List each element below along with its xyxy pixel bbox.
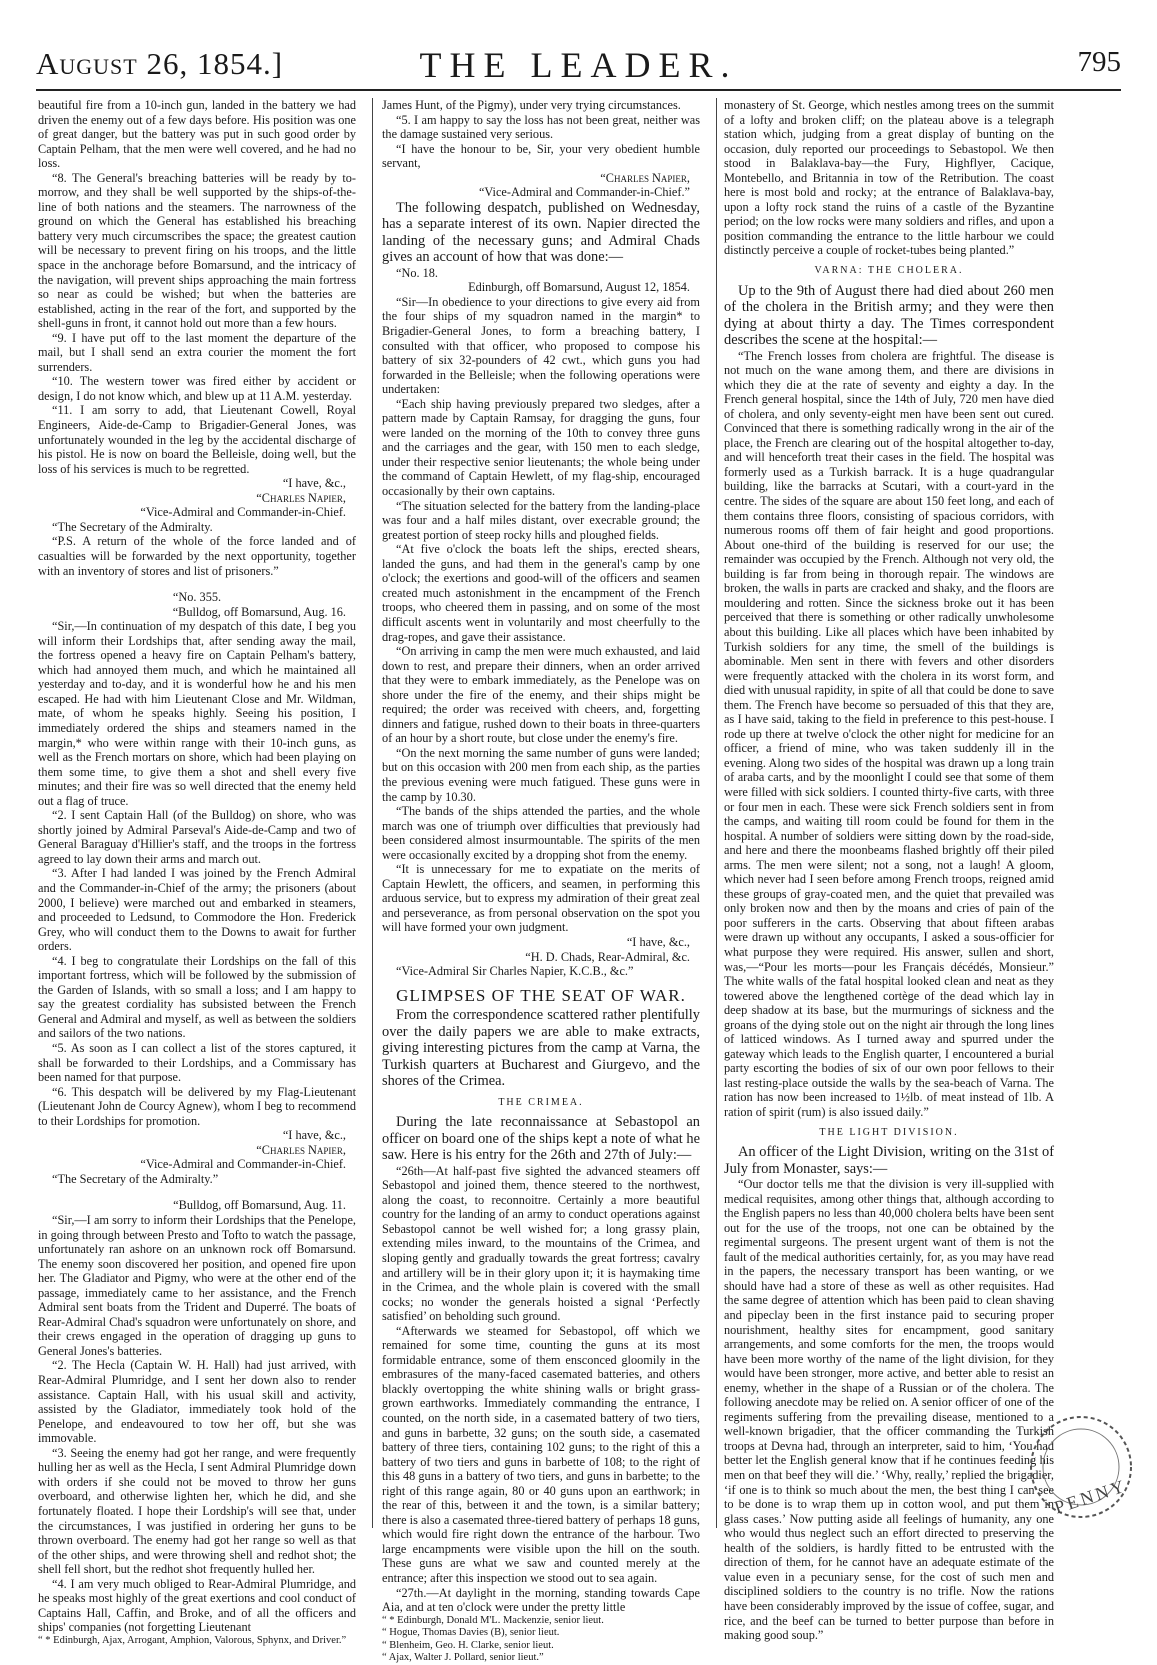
penny-stamp-mark xyxy=(1022,1408,1140,1526)
signature-name: “H. D. Chads, Rear-Admiral, &c. xyxy=(525,949,690,964)
lead-paragraph: During the late reconnaissance at Sebastopol an officer on board one of the ships kept a note of what he saw. Here is his entry for the 26th and 27th of July:— xyxy=(382,1114,700,1164)
paragraph: “2. I sent Captain Hall (of the Bulldog) on shore, who was shortly joined by Admiral Parseval's Aide-de-Camp and two of General Baraguay d'Hillier's staff, and the troops in the fortress agreed to lay down their arms and march out. xyxy=(38,808,356,866)
paragraph: “At five o'clock the boats left the ships, erected shears, landed the guns, and had them in the general's camp by one o'clock; the exertions and good-will of the officers and seamen created much astonishment in the encampment of the French troops, who cheered them in passing, and on some of the most difficult ascents went in voluntarily and most cheerfully to the drag-ropes, and gave their assistance. xyxy=(382,542,700,644)
signature-line: “I have, &c., xyxy=(282,1128,346,1143)
subsection-heading: VARNA: THE CHOLERA. xyxy=(814,265,964,277)
postscript: “P.S. A return of the whole of the force landed and of casualties will be forwarded by the next opportunity, together with an inventory of stores and list of prisoners.” xyxy=(38,534,356,578)
section-heading: GLIMPSES OF THE SEAT OF WAR. xyxy=(396,985,686,1005)
paragraph: “26th—At half-past five sighted the advanced steamers off Sebastopol and joined them, thence steered to the northwest, along the coast, to reconnoitre. Certainly a more beautiful country for the landing of an army to conduct operations against Sebastopol cannot be well wished for; a long grassy plain, extending miles inward, to the mountains of the Crimea, and sloping gently and gradually towards the great fortress; cavalry and artillery will be in their glory upon it; it is haymaking time in the Crimea, and the whole plain is covered with the small cocks; no wonder the generals hoisted a signal ‘Perfectly satisfied’ on beholding such ground. xyxy=(382,1163,700,1324)
paragraph: “27th.—At daylight in the morning, standing towards Cape Aia, and at ten o'clock were under the pretty little xyxy=(382,1585,700,1615)
paragraph: “10. The western tower was fired either by accident or design, I do not know which, and blew up at 11 A.M. yesterday. xyxy=(38,374,356,403)
column-1 xyxy=(38,98,356,1647)
lead-paragraph: From the correspondence scattered rather plentifully over the daily papers we are able to make extracts, giving interesting pictures from the camp at Varna, the Turkish quarters at Bucharest and Giurgevo, and the shores of the Crimea. xyxy=(382,1007,700,1090)
paragraph: “3. After I had landed I was joined by the French Admiral and the Commander-in-Chief of the army; the prisoners (about 2000, I believe) were marched out and embarked in steamers, and proceeded to Ledsund, to Commodore the Hon. Frederick Grey, who will conduct them to the Downs to await for further orders. xyxy=(38,866,356,954)
paragraph: “Afterwards we steamed for Sebastopol, off which we remained for some time, counting the guns at its most formidable entrance, some of them ensconced gloomily in the embrasures of the many-faced casemated batteries, and others blackly overtopping the white shining walls or bright grass-grown earthworks. Immediately commanding the entrance, I counted, on the north side, in a casemated battery of two tiers, and guns in barbette, 32 guns; on the south side, a casemated battery of three tiers, containing 102 guns; to the right of this a battery of two tiers and guns in barbette of 108; to the right of this 48 guns in a battery of two tiers, and guns in barbette; to the right of this range again, 80 or 40 guns upon an earthwork; in the rear of this, between it and the town, is a similar battery; there is also a casemated three-tiered battery of perhaps 18 guns, which would fire right down the entrance of the harbour. Two large encampments were visible upon the hill on the south. These guns are what we saw and counted merely at the entrance; after this inspection we stood out to sea again. xyxy=(382,1323,700,1586)
lead-paragraph: Up to the 9th of August there had died about 260 men of the cholera in the British army; and they were then dying at about thirty a day. The Times correspondent describes the scene at the hospital:— xyxy=(724,282,1054,349)
paragraph: “I have the honour to be, Sir, your very obedient humble servant, xyxy=(382,141,700,171)
signature-line: “I have, &c., xyxy=(282,476,346,491)
paragraph: James Hunt, of the Pigmy), under very trying circumstances. xyxy=(382,98,681,112)
footnote: “ * Edinburgh, Donald M'L. Mackenzie, senior lieut. xyxy=(382,1614,604,1626)
signature-title: “Vice-Admiral and Commander-in-Chief. xyxy=(140,505,346,520)
paragraph: “Our doctor tells me that the division is very ill-supplied with medical requisites, among other things that, although according to the English papers no less than 40,000 cholera belts have been sent out for the use of the troops, not one can be obtained by the regimental surgeons. The present urgent want of them is not the fault of the medical authorities certainly, for, as you may have read in the papers, the necessary transport has been wanting, or we should have had a store of these as well as other requisites. Had the same degree of attention which has been paid to clean shaving and pipeclay been in the first instance paid to securing proper nourishment, healthy sites for encampment, good sanitary arrangements, and some comforts for the men, the troops would have been more worthy of the name of the light division, for they would have been stronger, more active, and better able to resist an enemy, whether in the shape of a Russian or of the cholera. The following anecdote may be relied on. A senior officer of one of the regiments suffering from the prevailing disease, mentioned to a well-known brigadier, that the officer commanding the Turkish troops at Devna had, through an interpreter, said to him, ‘You had better let the English general know that if he continues feeding his men on that beef they will die.’ ‘Why, really,’ replied the brigadier, ‘if one is to think so much about the men, the best thing I can see to be done is to wrap them up in cotton wool, and put them in glass cases.’ Now putting aside all feelings of humanity, any one who would thus neglect such an effort directed to preserving the health of the soldiers, is hardly fitted to be entrusted with the direction of them, for he cannot have an adequate estimate of the value even in a pecuniary sense, for the cost of such men and disciplined soldiers to the country is no trifle. Now the rations have been considerably improved by the issue of coffee, sugar, and rice, and the beef can be turned to better purpose than before in making good soup.” xyxy=(724,1177,1054,1643)
footnote: “ Hogue, Thomas Davies (B), senior lieut. xyxy=(382,1627,560,1639)
paragraph: “The French losses from cholera are frightful. The disease is not much on the wane among them, and there are divisions in which they die at the rate of seventy and eighty a day. In the French general hospital, since the 14th of July, 720 men have died of cholera, and only seventy-eight men have been sent out cured. Convinced that there is something radically wrong in the air of the place, the French are clearing out of the hospital altogether to-day, and will henceforth treat their cases in the field. The hospital was formerly used as a Turkish barrack. It is a huge quadrangular building, like the barracks at Scutari, with a court-yard in the centre. The sides of the square are about 150 feet long, and each of them contains three floors, consisting of spacious corridors, with numerous rooms off them of fair height and good proportions. About one-third of the building is reserved for our use; the remainder was occupied by the French. Although not very old, the building is far from being in thorough repair. The windows are broken, the walls in parts are cracked and shaky, and the floors are mouldering and rotten. Since the sickness broke out it has been perceived that there is something or other radically unwholesome about this building. Like all places which have been inhabited by Turkish soldiers for any time, the smell of the buildings is abominable. Men sent in there with fevers and other disorders were frequently attacked with the cholera in its worst form, and died with unusual rapidity, in spite of all that could be done to save them. The French have become so persuaded of this that they are, as I have said, taking to the field in preference to this pest-house. I rode up there at twelve o'clock the other night for medicine for an officer, a friend of mine, who was taken suddenly ill in the evening. Along two sides of the hospital was drawn up a long train of araba carts, and by the moonlight I could see that some of them were filled with sick soldiers. I counted thirty-five carts, with three or four men in each. These were sick French soldiers sent in from the camps, and waiting till room could be found for them in the hospital. A number of soldiers were sitting down by the road-side, and here and there the moonbeams flashed brightly off their piled arms. The men were silent; not a song, not a laugh! A gloom, which never had I seen before among French troops, reigned amid these groups of gray-coated men, and the quiet that prevailed was only broken now and then by the moans and cries of pain of the poor sufferers in the carts. Observing that about fifteen arabas were drawn up without any occupants, I asked a sous-officier for what purpose they were required. His answer, sullen and short, was,—“Pour les morts—pour les Français décédés, Monsieur.” The white walls of the fatal hospital looked clean and neat as they towered above the lengthened cortège of the dead which lay in deep shadow at its base, but the murmurings of sickness and the groans of the dying stole out on the night air through the long lines of latticed windows. As I turned away and spurred under the gateway which leads to the English quarter, I encountered a burial party escorting the bodies of six of our own poor fellows to their last resting-place outside the walls by the sea-beach of Varna. The ration has now been increased to 1½lb. of meat instead of 1lb. A ration of spirit (rum) is also issued daily.” xyxy=(724,348,1054,1119)
paragraph: “6. This despatch will be delivered by my Flag-Lieutenant (Lieutenant John de Courcy Agnew), whom I beg to recommend to their Lordships for promotion. xyxy=(38,1084,356,1128)
paragraph: “4. I am very much obliged to Rear-Admiral Plumridge, and he speaks most highly of the great exertions and cool conduct of Captains Hall, Caffin, and Broke, and of all the officers and ships' companies (not forgetting Lieutenant xyxy=(38,1576,356,1635)
paragraph: “Sir,—In continuation of my despatch of this date, I beg you will inform their Lordships that, after sending away the mail, the fortress opened a heavy fire on Captain Pelham's battery, which had annoyed them much, and which he maintained all yesterday and to-day, and it is wonderful how he and his men escaped. He had with him Lieutenant Close and Mr. Wildman, mate, of whom he speaks highly. Seeing his position, I immediately ordered the ships and steamers named in the margin,* who were within range with their 10-inch guns, as well as the French mortars on shore, which had been playing on them some time, to give them a shot and shell every five minutes; and their fire was so well directed that the enemy held out a flag of truce. xyxy=(38,619,356,808)
footnote: “ Blenheim, Geo. H. Clarke, senior lieut. xyxy=(382,1639,554,1651)
header-rule xyxy=(36,89,1121,91)
addressee: “The Secretary of the Admiralty. xyxy=(52,519,213,534)
signature-title: “Vice-Admiral and Commander-in-Chief. xyxy=(140,1157,346,1172)
paragraph: “5. As soon as I can collect a list of the stores captured, it shall be forwarded to their Lordships, and a Commissary has been named for that purpose. xyxy=(38,1041,356,1085)
lead-paragraph: An officer of the Light Division, writing on the 31st of July from Monaster, says:— xyxy=(724,1144,1054,1177)
issue-date: August 26, 1854.] xyxy=(36,46,284,81)
despatch-dateline: “Bulldog, off Bomarsund, Aug. 11. xyxy=(173,1198,346,1213)
column-3 xyxy=(724,98,1054,1643)
column-divider xyxy=(372,98,373,1528)
lead-paragraph: The following despatch, published on Wednesday, has a separate interest of its own. Napier directed the landing of the necessary guns; and Admiral Chads gives an account of how that was done:— xyxy=(382,199,700,266)
column-divider xyxy=(716,98,717,1528)
despatch-dateline: Edinburgh, off Bomarsund, August 12, 1854. xyxy=(468,280,690,295)
paragraph: “5. I am happy to say the loss has not been great, neither was the damage sustained very serious. xyxy=(382,112,700,142)
paragraph: “4. I beg to congratulate their Lordships on the fall of this important fortress, which will be followed by the submission of the Garden of Islands, with so small a loss; and I am happy to say the greatest cordiality has subsisted between the French General and Admiral and myself, as well as between the soldiers and sailors of the two nations. xyxy=(38,953,356,1041)
despatch-dateline: “Bulldog, off Bomarsund, Aug. 16. xyxy=(172,604,346,619)
subsection-heading: THE LIGHT DIVISION. xyxy=(819,1126,959,1138)
subsection-heading: THE CRIMEA. xyxy=(498,1096,584,1108)
column-2 xyxy=(382,98,700,1665)
paragraph: “2. The Hecla (Captain W. H. Hall) had just arrived, with Rear-Admiral Plumridge, and I sent her down also to render assistance. Captain Hall, with his usual skill and activity, assisted by the Gladiator, immediately took hold of the Penelope, and endeavoured to tow her off, but she was immovable. xyxy=(38,1358,356,1446)
paragraph: “On the next morning the same number of guns were landed; but on this occasion with 200 men from each ship, as the parties the previous evening were much fatigued. These guns were in the camp by 10.30. xyxy=(382,745,700,804)
despatch-number: “No. 18. xyxy=(396,265,439,280)
paragraph: “Sir—In obedience to your directions to give every aid from the four ships of my squadron named in the margin* to Brigadier-General Jones, to form a breaching battery, I consulted with that officer, who proposed to compose his battery of six 32-pounders of 42 cwt., which guns you had forwarded in the Belleisle; when the following operations were undertaken: xyxy=(382,294,700,397)
signature-name: “Charles Napier, xyxy=(256,490,346,505)
addressee: “Vice-Admiral Sir Charles Napier, K.C.B., &c.” xyxy=(396,964,634,979)
signature-title: “Vice-Admiral and Commander-in-Chief.” xyxy=(478,185,690,200)
paragraph: “The bands of the ships attended the parties, and the whole march was one of triumph over difficulties that previously had been considered almost insurmountable. The spirits of the men were occasionally excited by a dropping shot from the enemy. xyxy=(382,804,700,862)
paragraph: “The situation selected for the battery from the landing-place was four and a half miles distant, over execrable ground; the greatest portion of steep rocky hills and ploughed fields. xyxy=(382,498,700,542)
signature-name: “Charles Napier, xyxy=(600,170,690,185)
paragraph: beautiful fire from a 10-inch gun, landed in the battery we had driven the enemy out of a few days before. His position was one of great danger, but the battery was put in such good order by Captain Pelham, that the men were well covered, and he had no loss. xyxy=(38,98,356,171)
paragraph: “8. The General's breaching batteries will be ready by to-morrow, and they shall be well supported by the ships-of-the-line of both nations and the steamers. The narrowness of the ground on which the General has established his breaching battery very much circumscribes the space; the greatest caution will be necessary to prevent firing on his troops, and the little space in the anchorage before Bomarsund, and the intricacy of the navigation, will prevent ships approaching the main fortress so near as could be wished; but when the batteries are established, acting in the rear of the fort, and supported by the shell-guns in front, it cannot hold out more than a few hours. xyxy=(38,170,356,331)
page-number: 795 xyxy=(1077,46,1121,78)
paragraph: “3. Seeing the enemy had got her range, and were frequently hulling her as well as the Hecla, I sent Admiral Plumridge down with orders if she could not be moved to throw her guns overboard, and otherwise lighten her, which he did, and she fortunately floated. I hope their Lordship's will see that, under the circumstances, I was justified in ordering her guns to be thrown overboard. The enemy had got her range so well as that of the other ships, and were throwing shell and redhot shot; the shell fell short, but the redhot shot frequently hulled her. xyxy=(38,1445,356,1577)
addressee: “The Secretary of the Admiralty.” xyxy=(52,1171,219,1186)
paragraph: monastery of St. George, which nestles among trees on the summit of a lofty and broken cliff; on the plateau above is a telegraph station which, judging from a great display of bunting on the occasion, duly reported our proceedings to Sebastopol. We then stood in Balaklava-bay—the Fury, Highflyer, Cacique, Montebello, and Britannia in tow of the Retribution. The coast here is most bold and rocky; at the entrance of Balaklava-bay, upon a lofty rock stand the ruins of a castle of the Byzantine period; on the low rocks were many soldiers and rifles, and upon a position commanding the entrance to the little harbour we could distinctly perceive a couple of rocket-tubes being planted.” xyxy=(724,98,1054,258)
paragraph: “11. I am sorry to add, that Lieutenant Cowell, Royal Engineers, Aide-de-Camp to Brigadier-General Jones, was unfortunately wounded in the leg by the accidental discharge of his pistol. He is now on board the Belleisle, doing well, but the loss of his services is much to be regretted. xyxy=(38,403,356,476)
paragraph: “Each ship having previously prepared two sledges, after a pattern made by Captain Ramsay, for dragging the guns, four were landed on the morning of the 10th to convey three guns and the carriages and the gear, with 150 men to each sledge, under their respective senior lieutenants; the whole being under the command of Captain Hewlett, of my flag-ship, encouraged occasionally by their own captains. xyxy=(382,396,700,499)
paragraph: “It is unnecessary for me to expatiate on the merits of Captain Hewlett, the officers, and seamen, in performing this arduous service, but to express my admiration of their great zeal and perseverance, as from personal observation on the spot you will have formed your own judgment. xyxy=(382,862,700,935)
signature-line: “I have, &c., xyxy=(626,934,690,949)
paragraph: “Sir,—I am sorry to inform their Lordships that the Penelope, in going through between Presto and Tofto to watch the passage, unfortunately ran ashore on an unknown rock off Bomarsund. The enemy soon discovered her position, and opened fire upon her. The Gladiator and Pigmy, who were at the other end of the passage, immediately came to her assistance, and the French Admiral sent boats from the Trident and Duperré. The boats of Rear-Admiral Chad's squadron were unfortunately on shore, and their crews engaged in the operation of dragging up guns to General Jones's batteries. xyxy=(38,1213,356,1358)
footnote: “ * Edinburgh, Ajax, Arrogant, Amphion, Valorous, Sphynx, and Driver.” xyxy=(38,1634,347,1646)
newspaper-title: THE LEADER. xyxy=(419,45,738,85)
paragraph: “9. I have put off to the last moment the departure of the mail, but I shall send an extra courier the moment the fort surrenders. xyxy=(38,330,356,374)
despatch-number: “No. 355. xyxy=(172,590,222,605)
stamp-text: PENNY xyxy=(1051,1475,1130,1518)
footnote: “ Ajax, Walter J. Pollard, senior lieut.” xyxy=(382,1652,544,1664)
paragraph: “On arriving in camp the men were much exhausted, and laid down to rest, and prepare their dinners, when an order arrived that they were to embark immediately, as the Penelope was on shore under the fire of the enemy, and their ships might be required; the order was received with cheers, and, forgetting dinners and fatigue, rushed down to their boats in three-quarters of an hour by a short route, but close under the enemy's fire. xyxy=(382,644,700,746)
signature-name: “Charles Napier, xyxy=(256,1142,346,1157)
